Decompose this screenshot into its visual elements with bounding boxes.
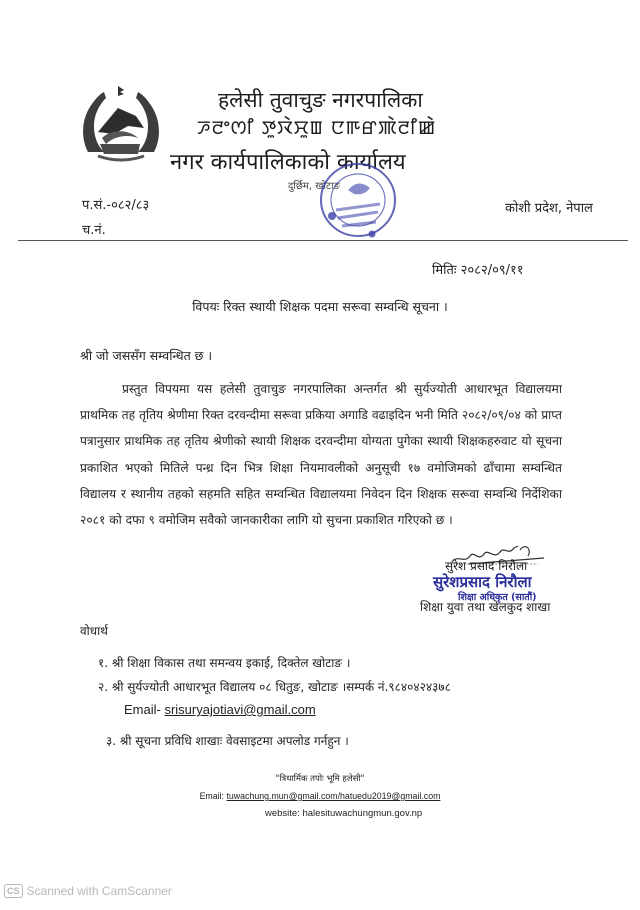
body-paragraph [80, 376, 562, 533]
cc-item: २. श्री सुर्यज्योती आधारभूत विद्यालय ०८ धितुङ, खोटाङ ।सम्पर्क नं.९८४०४२४३७८ [98, 680, 451, 694]
footer-email-link[interactable]: tuwachung.mun@gmail.com/hatuedu2019@gmail.com [226, 791, 441, 801]
office-location: दुर्छिम, खोटाङ [288, 181, 341, 192]
camscanner-icon: CS [4, 884, 23, 898]
body-text: प्रस्तुत विपयमा यस हलेसी तुवाचुङ नगरपालिका अन्तर्गत श्री सुर्यज्योती आधारभूत विद्यालयमा प्राथमिक तह तृतिय श्रेणीमा रिक्त दरवन्दीमा सरूवा प्रकिया अगाडि वढाइदिन भनी मिति २०८२/०९/०४ को प्राप्त पत्रानुसार प्राथमिक तह तृतिय श्रेणीको स्थायी शिक्षक दरवन्दीमा योग्यता पुगेका स्थायी शिक्षकहरुवाट यो सूचना प्रकाशित भएको मितिले पन्ध्र दिन भित्र शिक्षा नियमावलीको अनुसूची १७ वमोजिमको ढाँचामा सम्वन्धित विद्यालय र स्थानीय तहको सहमति सहित सम्वन्धित विद्यालयमा निवेदन दिन शिक्षक सरूवा सम्वन्धि निर्देशिका २०८१ को दफा ९ वमोजिम सवैको जानकारीका लागि यो सुचना प्रकाशित गरिएको छ । [80, 382, 562, 528]
footer-email-row [0, 791, 640, 801]
footer-motto: "त्रिधार्मिक तपोः भूमि हलेसी" [275, 774, 365, 784]
cc-email-link[interactable]: srisuryajotiavi@gmail.com [164, 702, 316, 717]
cc-email-row [124, 702, 316, 717]
cc-title: वोधार्थ [80, 624, 108, 638]
org-name-script: ꯍꯂꯦꯁꯤ ꯇꯨꯋꯥꯆꯨꯡ ꯅꯒꯔꯄꯥꯂꯤꯀꯥ [197, 117, 437, 139]
nepal-emblem-logo [78, 82, 164, 168]
camscanner-watermark [4, 884, 172, 898]
office-stamp [318, 160, 398, 240]
signatory-department: शिक्षा युवा तथा खेलकुद शाखा [420, 600, 551, 614]
signature-stamp-name: सुरेशप्रसाद निरौला [433, 573, 532, 591]
signature-stamp-title: शिक्षा अधिकृत (सातौं) [458, 592, 537, 603]
org-name: हलेसी तुवाचुङ नगरपालिका [218, 88, 423, 112]
signatory-name: सुरेश प्रसाद निरौला [445, 559, 528, 573]
office-name: नगर कार्यपालिकाको कार्यालय [170, 150, 406, 175]
subject-line: विपयः रिक्त स्थायी शिक्षक पदमा सरूवा सम्वन्धि सूचना । [192, 299, 448, 314]
cc-email-label: Email- [124, 702, 161, 717]
dispatch-number: च.नं. [82, 223, 106, 238]
footer-email-label: Email: [199, 791, 225, 801]
cc-item: ३. श्री सूचना प्रविधि शाखाः वेवसाइटमा अपलोड गर्नहुन । [106, 734, 349, 748]
province-country: कोशी प्रदेश, नेपाल [505, 201, 593, 216]
camscanner-label: Scanned with CamScanner [26, 884, 172, 898]
cc-item: १. श्री शिक्षा विकास तथा समन्वय इकाई, दिक्तेल खोटाङ । [98, 656, 351, 670]
salutation: श्री जो जससँग सम्वन्धित छ । [80, 348, 213, 363]
footer-website: website: halesituwachungmun.gov.np [265, 808, 423, 819]
letter-number: प.सं.-०८२/८३ [82, 198, 150, 213]
header-divider [18, 240, 628, 241]
letter-date: मितिः २०८२/०९/११ [432, 263, 524, 278]
